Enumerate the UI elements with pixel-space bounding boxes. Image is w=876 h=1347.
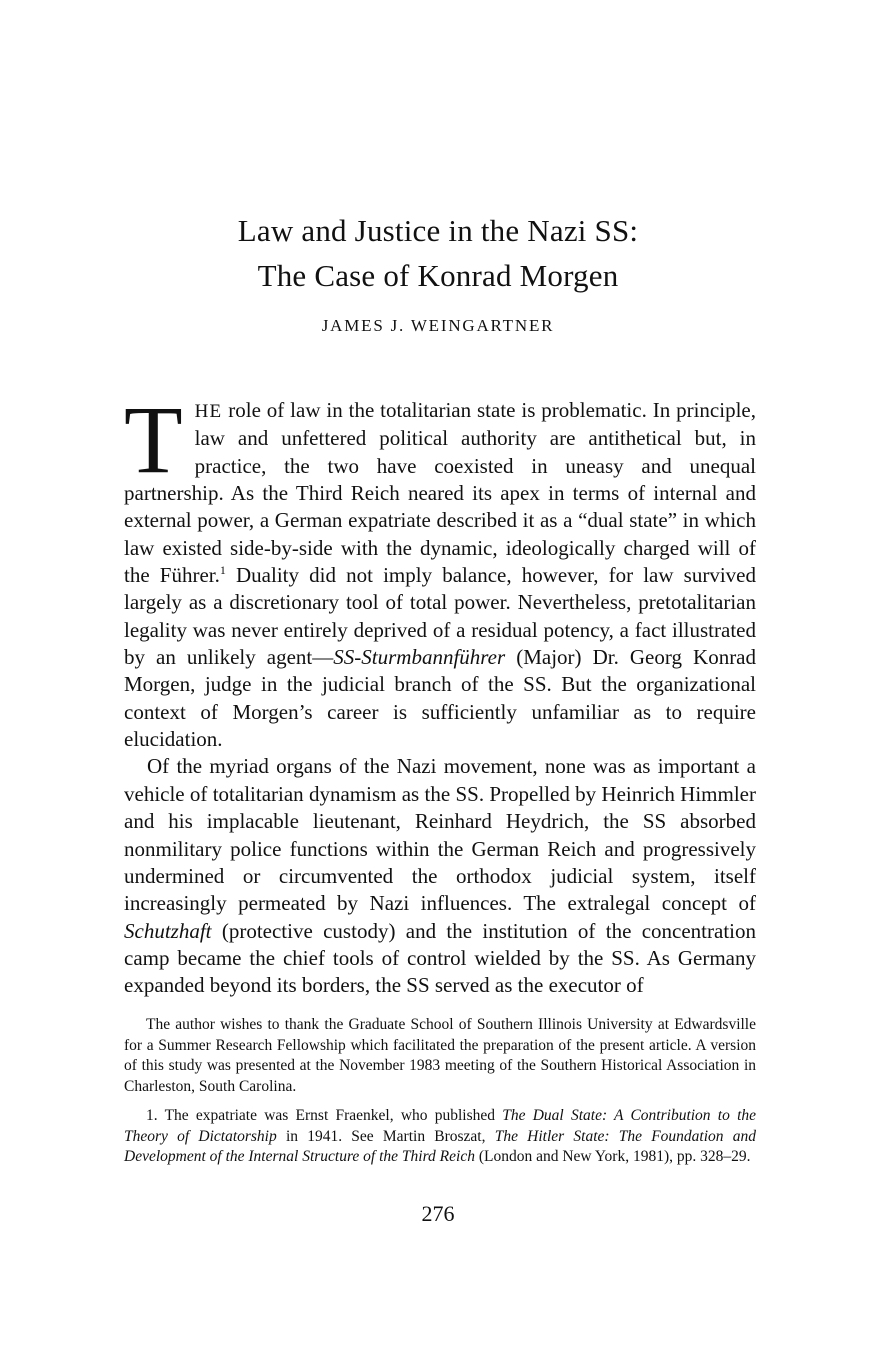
drop-cap: T — [124, 386, 183, 493]
author-name: JAMES J. WEINGARTNER — [321, 316, 555, 335]
first-word-rest: HE — [194, 401, 223, 422]
page-number: 276 — [421, 1201, 455, 1226]
footnote-1 — [124, 1106, 756, 1168]
paragraph-1-text-b: Duality did not imply balance, however, for law survived largely as a discretionary tool of total power. Nevertheless, pretotalitarian legality was never entirely deprived of a residual potency, a fact illustrated by an unlikely agent— — [124, 563, 756, 670]
footnote-1-text-c: (London and New York, 1981), pp. 328–29. — [474, 1148, 751, 1165]
paragraph-1 — [124, 386, 757, 753]
schutzhaft-term: Schutzhaft — [124, 918, 212, 943]
paragraph-1-text-c: (Major) Dr. Georg Konrad Morgen, judge in the judicial branch of the SS. But the organizational context of Morgen’s career is sufficiently unfamiliar as to require elucidation. — [124, 645, 757, 752]
footnote-1-text-b: in 1941. See Martin Broszat, — [276, 1127, 495, 1145]
footnote-1-book-title-1: The Dual State: A Contribution to the Theory of Dictatorship — [124, 1107, 757, 1145]
acknowledgment-text: The author wishes to thank the Graduate School of Southern Illinois University at Edwardsville for a Summer Research Fellowship which facilitated the preparation of the present article. A version of this study was presented at the November 1983 meeting of the Southern Historical Association in Charleston, South Carolina. — [124, 1016, 756, 1095]
title-line-2: The Case of Konrad Morgen — [257, 258, 619, 293]
paragraph-2-text-a: Of the myriad organs of the Nazi movement, none was as important a vehicle of totalitarian dynamism as the SS. Propelled by Heinrich Himmler and his implacable lieutenant, Reinhard Heydrich, the SS absorbed nonmilitary police functions within the German Reich and progressively undermined or circumvented the orthodox judicial system, itself increasingly permeated by Nazi influences. The extralegal concept of — [124, 754, 756, 916]
title-line-1: Law and Justice in the Nazi SS: — [237, 213, 639, 248]
footnote-acknowledgment — [124, 1015, 756, 1097]
footnote-1-book-title-2: The Hitler State: The Foundation and Development of the Internal Structure of the Third Reich — [124, 1127, 756, 1165]
article-title — [0, 208, 876, 298]
paragraph-2-text-b: (protective custody) and the institution of the concentration camp became the chief tools of control wielded by the SS. As Germany expanded beyond its borders, the SS served as the executor of — [124, 918, 756, 998]
rank-title: SS-Sturmbannführer — [333, 645, 506, 670]
footnote-1-text — [124, 1106, 756, 1168]
footnote-1-text-a: 1. The expatriate was Ernst Fraenkel, who published — [146, 1107, 503, 1124]
paragraph-2 — [124, 753, 756, 999]
paragraph-1-text-a: role of law in the totalitarian state is problematic. In principle, law and unfettered political authority are antithetical but, in practice, the two have coexisted in uneasy and unequal partnership. As the Third Reich neared its apex in terms of internal and external power, a German expatriate described it as a “dual state” in which law existed side-by-side with the dynamic, ideologically charged will of the Führer. — [124, 398, 756, 588]
footnote-ref-1: 1 — [219, 563, 226, 578]
article-body — [124, 386, 757, 1000]
